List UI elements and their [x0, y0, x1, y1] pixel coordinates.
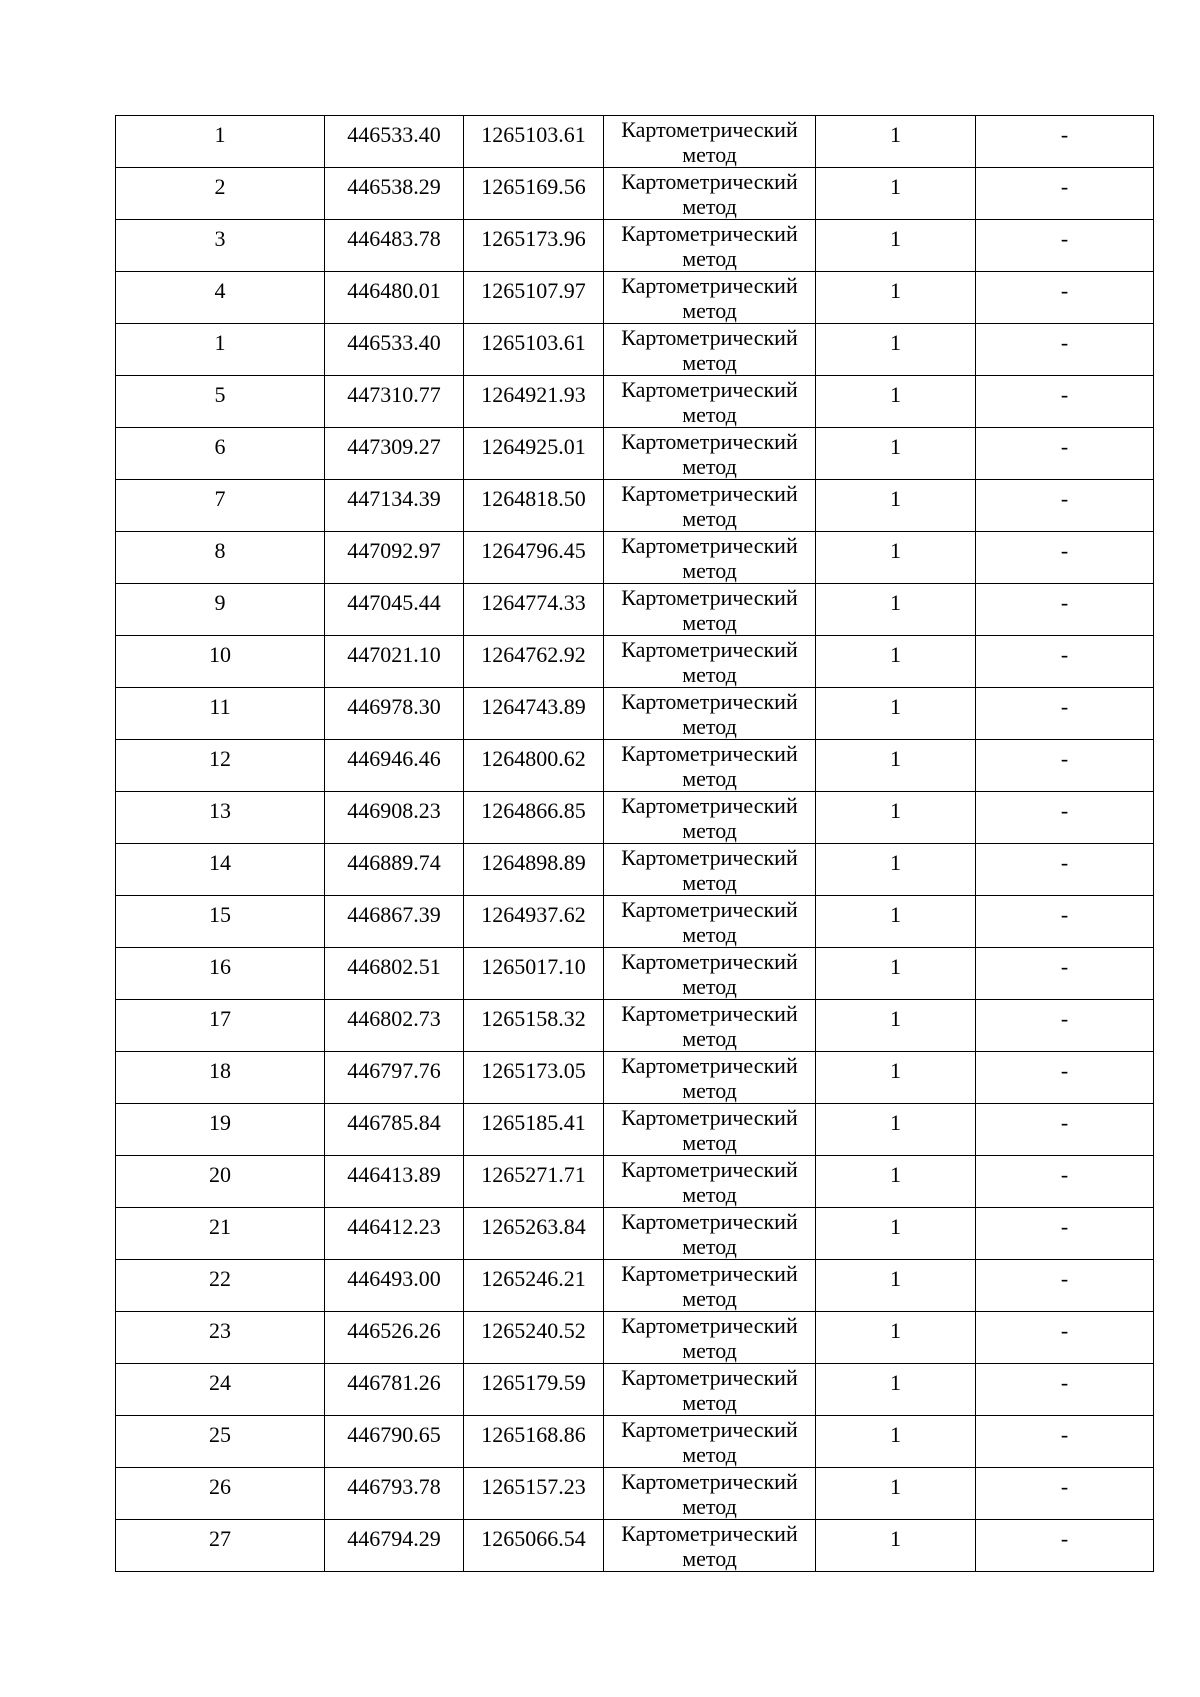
- coord-x-cell: 446790.65: [325, 1416, 464, 1468]
- precision-cell: 1: [816, 116, 976, 168]
- point-number-cell: 2: [116, 168, 325, 220]
- method-line-2: метод: [682, 870, 737, 895]
- precision-cell: 1: [816, 1156, 976, 1208]
- point-number-cell: 21: [116, 1208, 325, 1260]
- description-cell: -: [976, 480, 1154, 532]
- point-number-cell: 13: [116, 792, 325, 844]
- method-line-2: метод: [682, 558, 737, 583]
- coord-x-cell: 446978.30: [325, 688, 464, 740]
- method-cell: [604, 1312, 816, 1364]
- table-row: [116, 532, 1154, 584]
- method-line-2: метод: [682, 1234, 737, 1259]
- description-cell: -: [976, 1052, 1154, 1104]
- method-line-2: метод: [682, 1546, 737, 1571]
- method-line-2: метод: [682, 142, 737, 167]
- method-line-1: Картометрический: [621, 689, 798, 714]
- description-cell: -: [976, 1104, 1154, 1156]
- method-cell: [604, 948, 816, 1000]
- precision-cell: 1: [816, 1052, 976, 1104]
- coord-x-cell: 446802.73: [325, 1000, 464, 1052]
- point-number-cell: 14: [116, 844, 325, 896]
- coord-y-cell: 1265246.21: [464, 1260, 604, 1312]
- coord-y-cell: 1265179.59: [464, 1364, 604, 1416]
- method-line-1: Картометрический: [621, 949, 798, 974]
- coord-x-cell: 446889.74: [325, 844, 464, 896]
- coord-x-cell: 446785.84: [325, 1104, 464, 1156]
- coord-y-cell: 1265017.10: [464, 948, 604, 1000]
- method-line-2: метод: [682, 974, 737, 999]
- method-cell: [604, 168, 816, 220]
- coord-y-cell: 1265169.56: [464, 168, 604, 220]
- precision-cell: 1: [816, 1468, 976, 1520]
- precision-cell: 1: [816, 792, 976, 844]
- coord-y-cell: 1264937.62: [464, 896, 604, 948]
- method-line-1: Картометрический: [621, 273, 798, 298]
- method-line-2: метод: [682, 610, 737, 635]
- description-cell: -: [976, 1208, 1154, 1260]
- table-row: [116, 480, 1154, 532]
- precision-cell: 1: [816, 1520, 976, 1572]
- point-number-cell: 10: [116, 636, 325, 688]
- coord-y-cell: 1265263.84: [464, 1208, 604, 1260]
- coord-x-cell: 446412.23: [325, 1208, 464, 1260]
- description-cell: -: [976, 324, 1154, 376]
- point-number-cell: 26: [116, 1468, 325, 1520]
- precision-cell: 1: [816, 428, 976, 480]
- method-line-1: Картометрический: [621, 793, 798, 818]
- description-cell: -: [976, 1000, 1154, 1052]
- precision-cell: 1: [816, 1260, 976, 1312]
- table-row: [116, 272, 1154, 324]
- method-cell: [604, 1156, 816, 1208]
- coord-y-cell: 1265173.05: [464, 1052, 604, 1104]
- table-row: [116, 1104, 1154, 1156]
- coord-x-cell: 446908.23: [325, 792, 464, 844]
- method-line-1: Картометрический: [621, 1365, 798, 1390]
- coord-y-cell: 1264762.92: [464, 636, 604, 688]
- method-cell: [604, 272, 816, 324]
- table-row: [116, 1416, 1154, 1468]
- point-number-cell: 6: [116, 428, 325, 480]
- table-row: [116, 1052, 1154, 1104]
- precision-cell: 1: [816, 324, 976, 376]
- method-cell: [604, 688, 816, 740]
- table-row: [116, 1000, 1154, 1052]
- description-cell: -: [976, 792, 1154, 844]
- precision-cell: 1: [816, 1416, 976, 1468]
- precision-cell: 1: [816, 1104, 976, 1156]
- precision-cell: 1: [816, 844, 976, 896]
- coord-x-cell: 446802.51: [325, 948, 464, 1000]
- coord-y-cell: 1264866.85: [464, 792, 604, 844]
- precision-cell: 1: [816, 532, 976, 584]
- table-row: [116, 1520, 1154, 1572]
- description-cell: -: [976, 1260, 1154, 1312]
- coord-y-cell: 1264898.89: [464, 844, 604, 896]
- method-line-1: Картометрический: [621, 1417, 798, 1442]
- precision-cell: 1: [816, 948, 976, 1000]
- description-cell: -: [976, 636, 1154, 688]
- point-number-cell: 23: [116, 1312, 325, 1364]
- coord-y-cell: 1264796.45: [464, 532, 604, 584]
- table-row: [116, 688, 1154, 740]
- description-cell: -: [976, 896, 1154, 948]
- method-cell: [604, 1208, 816, 1260]
- method-cell: [604, 220, 816, 272]
- coord-y-cell: 1264743.89: [464, 688, 604, 740]
- description-cell: -: [976, 844, 1154, 896]
- method-cell: [604, 844, 816, 896]
- point-number-cell: 12: [116, 740, 325, 792]
- method-cell: [604, 1260, 816, 1312]
- method-line-2: метод: [682, 1130, 737, 1155]
- precision-cell: 1: [816, 584, 976, 636]
- table-row: [116, 324, 1154, 376]
- description-cell: -: [976, 1364, 1154, 1416]
- point-number-cell: 9: [116, 584, 325, 636]
- coord-x-cell: 446867.39: [325, 896, 464, 948]
- table-row: [116, 740, 1154, 792]
- point-number-cell: 18: [116, 1052, 325, 1104]
- method-line-1: Картометрический: [621, 1209, 798, 1234]
- coord-y-cell: 1264925.01: [464, 428, 604, 480]
- method-line-2: метод: [682, 194, 737, 219]
- point-number-cell: 22: [116, 1260, 325, 1312]
- precision-cell: 1: [816, 1312, 976, 1364]
- method-line-2: метод: [682, 298, 737, 323]
- coord-y-cell: 1265066.54: [464, 1520, 604, 1572]
- method-line-1: Картометрический: [621, 169, 798, 194]
- point-number-cell: 27: [116, 1520, 325, 1572]
- method-line-1: Картометрический: [621, 1001, 798, 1026]
- method-cell: [604, 1416, 816, 1468]
- description-cell: -: [976, 688, 1154, 740]
- coord-x-cell: 447021.10: [325, 636, 464, 688]
- table-row: [116, 844, 1154, 896]
- description-cell: -: [976, 740, 1154, 792]
- point-number-cell: 7: [116, 480, 325, 532]
- method-cell: [604, 636, 816, 688]
- coord-y-cell: 1265173.96: [464, 220, 604, 272]
- precision-cell: 1: [816, 1364, 976, 1416]
- table-row: [116, 1208, 1154, 1260]
- coord-y-cell: 1265240.52: [464, 1312, 604, 1364]
- coord-x-cell: 446781.26: [325, 1364, 464, 1416]
- method-line-2: метод: [682, 350, 737, 375]
- coord-x-cell: 447310.77: [325, 376, 464, 428]
- precision-cell: 1: [816, 688, 976, 740]
- precision-cell: 1: [816, 896, 976, 948]
- coord-x-cell: 447309.27: [325, 428, 464, 480]
- precision-cell: 1: [816, 636, 976, 688]
- description-cell: -: [976, 272, 1154, 324]
- method-cell: [604, 1364, 816, 1416]
- description-cell: -: [976, 1156, 1154, 1208]
- method-line-2: метод: [682, 1338, 737, 1363]
- method-line-2: метод: [682, 818, 737, 843]
- method-line-2: метод: [682, 454, 737, 479]
- coord-y-cell: 1265158.32: [464, 1000, 604, 1052]
- method-cell: [604, 584, 816, 636]
- description-cell: -: [976, 220, 1154, 272]
- method-line-1: Картометрический: [621, 429, 798, 454]
- method-line-1: Картометрический: [621, 845, 798, 870]
- method-cell: [604, 1520, 816, 1572]
- coord-x-cell: 446413.89: [325, 1156, 464, 1208]
- table-row: [116, 116, 1154, 168]
- point-number-cell: 17: [116, 1000, 325, 1052]
- method-cell: [604, 532, 816, 584]
- coord-x-cell: 446483.78: [325, 220, 464, 272]
- point-number-cell: 16: [116, 948, 325, 1000]
- coord-y-cell: 1265107.97: [464, 272, 604, 324]
- coord-x-cell: 446480.01: [325, 272, 464, 324]
- coord-y-cell: 1264774.33: [464, 584, 604, 636]
- point-number-cell: 19: [116, 1104, 325, 1156]
- method-line-2: метод: [682, 1078, 737, 1103]
- precision-cell: 1: [816, 220, 976, 272]
- point-number-cell: 24: [116, 1364, 325, 1416]
- table-row: [116, 1156, 1154, 1208]
- method-line-1: Картометрический: [621, 481, 798, 506]
- coord-x-cell: 446533.40: [325, 116, 464, 168]
- method-line-2: метод: [682, 922, 737, 947]
- point-number-cell: 20: [116, 1156, 325, 1208]
- table-row: [116, 1468, 1154, 1520]
- coord-y-cell: 1265157.23: [464, 1468, 604, 1520]
- table-row: [116, 584, 1154, 636]
- coord-x-cell: 447092.97: [325, 532, 464, 584]
- point-number-cell: 3: [116, 220, 325, 272]
- description-cell: -: [976, 428, 1154, 480]
- method-line-1: Картометрический: [621, 637, 798, 662]
- precision-cell: 1: [816, 272, 976, 324]
- coord-y-cell: 1265103.61: [464, 116, 604, 168]
- table-row: [116, 792, 1154, 844]
- point-number-cell: 15: [116, 896, 325, 948]
- method-line-2: метод: [682, 766, 737, 791]
- method-cell: [604, 480, 816, 532]
- description-cell: -: [976, 532, 1154, 584]
- table-body: [116, 116, 1154, 1572]
- coord-x-cell: 446946.46: [325, 740, 464, 792]
- table-row: [116, 1260, 1154, 1312]
- table-row: [116, 168, 1154, 220]
- method-line-1: Картометрический: [621, 117, 798, 142]
- table-row: [116, 376, 1154, 428]
- point-number-cell: 5: [116, 376, 325, 428]
- method-line-1: Картометрический: [621, 221, 798, 246]
- method-cell: [604, 324, 816, 376]
- method-line-2: метод: [682, 1182, 737, 1207]
- method-line-2: метод: [682, 1286, 737, 1311]
- point-number-cell: 1: [116, 324, 325, 376]
- point-number-cell: 25: [116, 1416, 325, 1468]
- method-line-1: Картометрический: [621, 897, 798, 922]
- method-line-1: Картометрический: [621, 1157, 798, 1182]
- method-line-2: метод: [682, 402, 737, 427]
- description-cell: -: [976, 1468, 1154, 1520]
- coord-x-cell: 446797.76: [325, 1052, 464, 1104]
- method-line-2: метод: [682, 1442, 737, 1467]
- coordinates-table: [115, 115, 1154, 1572]
- coord-y-cell: 1264921.93: [464, 376, 604, 428]
- coord-y-cell: 1264818.50: [464, 480, 604, 532]
- method-line-1: Картометрический: [621, 377, 798, 402]
- method-line-1: Картометрический: [621, 1313, 798, 1338]
- description-cell: -: [976, 1520, 1154, 1572]
- precision-cell: 1: [816, 1000, 976, 1052]
- method-cell: [604, 1000, 816, 1052]
- coord-y-cell: 1265271.71: [464, 1156, 604, 1208]
- coord-x-cell: 446533.40: [325, 324, 464, 376]
- method-cell: [604, 376, 816, 428]
- method-line-2: метод: [682, 1494, 737, 1519]
- table-row: [116, 896, 1154, 948]
- description-cell: -: [976, 376, 1154, 428]
- coord-y-cell: 1265103.61: [464, 324, 604, 376]
- precision-cell: 1: [816, 1208, 976, 1260]
- method-cell: [604, 740, 816, 792]
- method-line-1: Картометрический: [621, 741, 798, 766]
- method-cell: [604, 428, 816, 480]
- table-row: [116, 1312, 1154, 1364]
- precision-cell: 1: [816, 376, 976, 428]
- method-line-1: Картометрический: [621, 533, 798, 558]
- precision-cell: 1: [816, 168, 976, 220]
- method-line-2: метод: [682, 506, 737, 531]
- method-line-2: метод: [682, 246, 737, 271]
- method-cell: [604, 792, 816, 844]
- description-cell: -: [976, 1312, 1154, 1364]
- precision-cell: 1: [816, 480, 976, 532]
- method-cell: [604, 1104, 816, 1156]
- coord-x-cell: 446526.26: [325, 1312, 464, 1364]
- coord-y-cell: 1265168.86: [464, 1416, 604, 1468]
- method-line-2: метод: [682, 1026, 737, 1051]
- coord-x-cell: 446538.29: [325, 168, 464, 220]
- coord-x-cell: 447134.39: [325, 480, 464, 532]
- method-cell: [604, 1052, 816, 1104]
- method-line-1: Картометрический: [621, 1053, 798, 1078]
- method-line-2: метод: [682, 662, 737, 687]
- point-number-cell: 4: [116, 272, 325, 324]
- precision-cell: 1: [816, 740, 976, 792]
- table-row: [116, 1364, 1154, 1416]
- method-line-2: метод: [682, 1390, 737, 1415]
- point-number-cell: 8: [116, 532, 325, 584]
- table-row: [116, 428, 1154, 480]
- table-row: [116, 220, 1154, 272]
- description-cell: -: [976, 116, 1154, 168]
- method-line-1: Картометрический: [621, 1469, 798, 1494]
- method-line-2: метод: [682, 714, 737, 739]
- coord-x-cell: 446793.78: [325, 1468, 464, 1520]
- table-row: [116, 636, 1154, 688]
- description-cell: -: [976, 168, 1154, 220]
- coord-x-cell: 446794.29: [325, 1520, 464, 1572]
- description-cell: -: [976, 584, 1154, 636]
- method-line-1: Картометрический: [621, 1105, 798, 1130]
- point-number-cell: 11: [116, 688, 325, 740]
- method-line-1: Картометрический: [621, 585, 798, 610]
- method-cell: [604, 896, 816, 948]
- description-cell: -: [976, 948, 1154, 1000]
- method-line-1: Картометрический: [621, 1521, 798, 1546]
- method-cell: [604, 1468, 816, 1520]
- method-cell: [604, 116, 816, 168]
- description-cell: -: [976, 1416, 1154, 1468]
- coord-x-cell: 446493.00: [325, 1260, 464, 1312]
- coord-y-cell: 1265185.41: [464, 1104, 604, 1156]
- coord-y-cell: 1264800.62: [464, 740, 604, 792]
- point-number-cell: 1: [116, 116, 325, 168]
- coord-x-cell: 447045.44: [325, 584, 464, 636]
- table-row: [116, 948, 1154, 1000]
- method-line-1: Картометрический: [621, 1261, 798, 1286]
- method-line-1: Картометрический: [621, 325, 798, 350]
